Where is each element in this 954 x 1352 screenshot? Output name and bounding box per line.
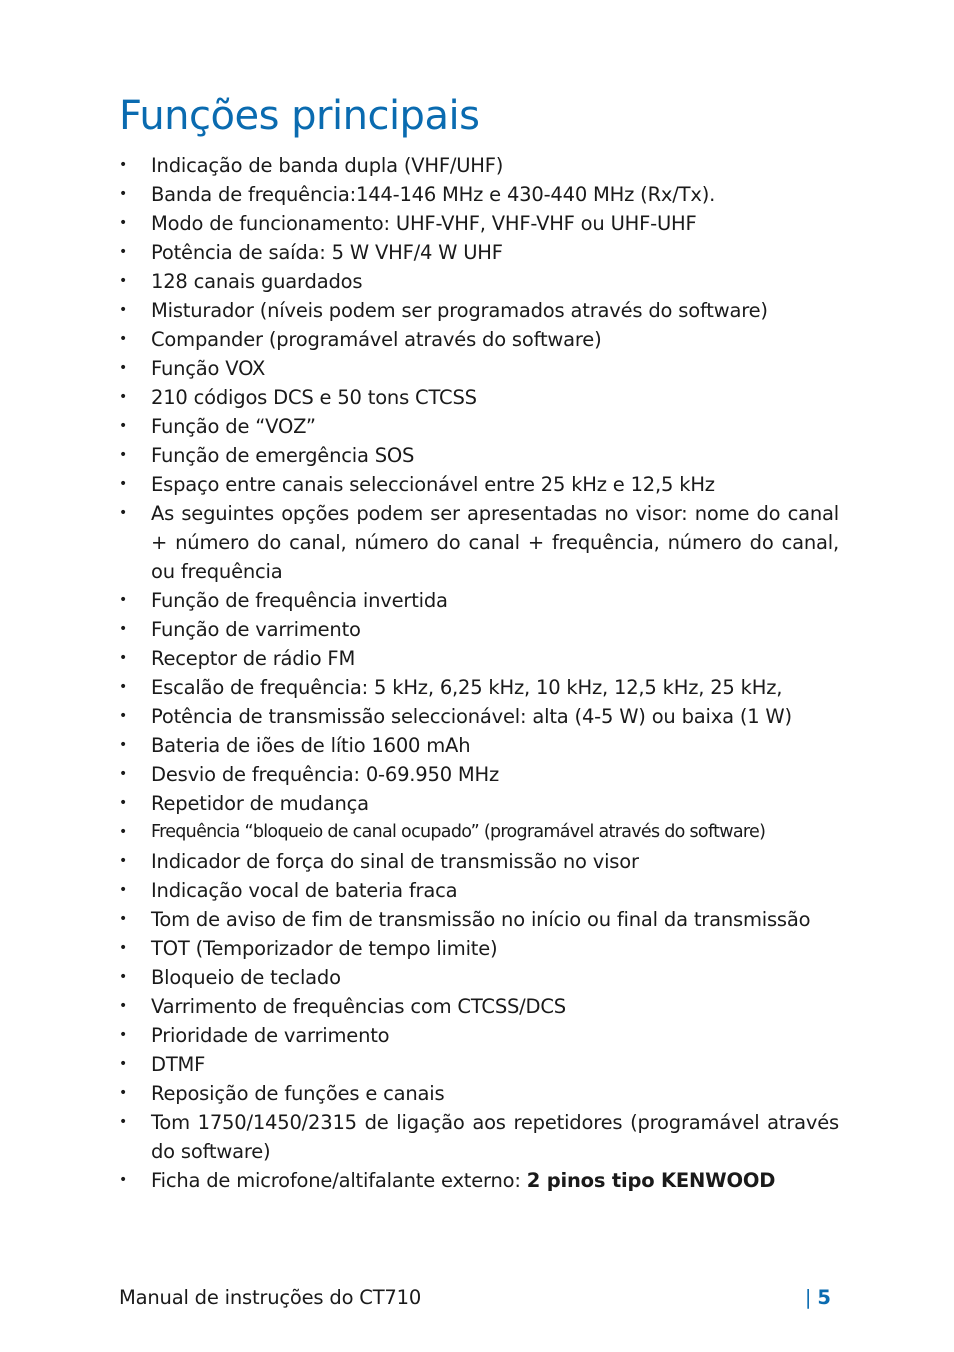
bullet-icon: •: [119, 505, 128, 521]
bullet-icon: •: [119, 389, 128, 405]
feature-item: [119, 180, 839, 209]
feature-text: Repetidor de mudança: [151, 792, 369, 815]
feature-item: [119, 789, 839, 818]
feature-text: As seguintes opções podem ser apresentadas no visor: nome do canal + número do canal, número do canal + frequência, número do canal, ou frequência: [151, 502, 839, 583]
feature-list: [119, 151, 839, 1195]
bullet-icon: •: [119, 1114, 128, 1130]
bullet-icon: •: [119, 998, 128, 1014]
bullet-icon: •: [119, 1085, 128, 1101]
bullet-icon: •: [119, 969, 128, 985]
feature-item: [119, 644, 839, 673]
feature-item: [119, 934, 839, 963]
feature-text: Função de varrimento: [151, 618, 361, 641]
footer-separator: |: [804, 1286, 812, 1309]
feature-text-bold: 2 pinos tipo KENWOOD: [526, 1169, 776, 1192]
feature-text: Receptor de rádio FM: [151, 647, 356, 670]
feature-item: [119, 1108, 839, 1166]
feature-text: Tom de aviso de fim de transmissão no início ou final da transmissão: [151, 908, 811, 931]
bullet-icon: •: [119, 824, 128, 840]
feature-text: Varrimento de frequências com CTCSS/DCS: [151, 995, 566, 1018]
bullet-icon: •: [119, 940, 128, 956]
feature-text: Função de “VOZ”: [151, 415, 316, 438]
feature-text: Escalão de frequência: 5 kHz, 6,25 kHz, 10 kHz, 12,5 kHz, 25 kHz,: [151, 676, 783, 699]
feature-item: [119, 1050, 839, 1079]
feature-text-prefix: Ficha de microfone/altifalante externo:: [151, 1169, 527, 1192]
feature-item: [119, 615, 839, 644]
feature-text: Função de emergência SOS: [151, 444, 415, 467]
feature-text: Frequência “bloqueio de canal ocupado” (programável através do software): [151, 822, 766, 842]
feature-item: [119, 1021, 839, 1050]
feature-item: [119, 963, 839, 992]
feature-text: Indicação vocal de bateria fraca: [151, 879, 458, 902]
feature-text: [151, 1166, 839, 1195]
feature-item: [119, 412, 839, 441]
feature-item: [119, 702, 839, 731]
feature-item: [119, 470, 839, 499]
feature-text: Tom 1750/1450/2315 de ligação aos repetidores (programável através do software): [151, 1111, 839, 1163]
bullet-icon: •: [119, 621, 128, 637]
bullet-icon: •: [119, 737, 128, 753]
feature-text: TOT (Temporizador de tempo limite): [151, 937, 498, 960]
bullet-icon: •: [119, 186, 128, 202]
footer-page-number-group: [805, 1284, 831, 1312]
feature-item: [119, 151, 839, 180]
bullet-icon: •: [119, 476, 128, 492]
feature-text: Banda de frequência:144-146 MHz e 430-440 MHz (Rx/Tx).: [151, 183, 716, 206]
feature-item: [119, 1079, 839, 1108]
feature-text: Indicador de força do sinal de transmissão no visor: [151, 850, 639, 873]
feature-text: Função VOX: [151, 357, 266, 380]
footer-manual-title: Manual de instruções do CT710: [119, 1286, 422, 1309]
feature-item: [119, 441, 839, 470]
bullet-icon: •: [119, 592, 128, 608]
bullet-icon: •: [119, 302, 128, 318]
feature-text: Bateria de iões de lítio 1600 mAh: [151, 734, 471, 757]
bullet-icon: •: [119, 911, 128, 927]
page-number: 5: [817, 1286, 831, 1309]
feature-text: 128 canais guardados: [151, 270, 363, 293]
bullet-icon: •: [119, 708, 128, 724]
feature-item: [119, 847, 839, 876]
page-title: Funções principais: [119, 93, 480, 139]
feature-text: Potência de saída: 5 W VHF/4 W UHF: [151, 241, 503, 264]
feature-text: 210 códigos DCS e 50 tons CTCSS: [151, 386, 477, 409]
bullet-icon: •: [119, 853, 128, 869]
bullet-icon: •: [119, 331, 128, 347]
feature-item: [119, 354, 839, 383]
bullet-icon: •: [119, 418, 128, 434]
feature-item: [119, 905, 839, 934]
feature-text: Bloqueio de teclado: [151, 966, 341, 989]
bullet-icon: •: [119, 882, 128, 898]
feature-text: Espaço entre canais seleccionável entre 25 kHz e 12,5 kHz: [151, 473, 715, 496]
feature-item: [119, 267, 839, 296]
feature-text: Indicação de banda dupla (VHF/UHF): [151, 154, 504, 177]
feature-item: [119, 673, 839, 702]
feature-item: [119, 818, 839, 847]
bullet-icon: •: [119, 157, 128, 173]
feature-text: Compander (programável através do software): [151, 328, 602, 351]
bullet-icon: •: [119, 215, 128, 231]
feature-item: [119, 876, 839, 905]
bullet-icon: •: [119, 679, 128, 695]
feature-text: Potência de transmissão seleccionável: alta (4-5 W) ou baixa (1 W): [151, 705, 792, 728]
feature-item: [119, 383, 839, 412]
feature-text: Desvio de frequência: 0-69.950 MHz: [151, 763, 500, 786]
feature-item: [119, 325, 839, 354]
feature-item: [119, 499, 839, 586]
bullet-icon: •: [119, 1172, 128, 1188]
feature-item: [119, 731, 839, 760]
feature-text: Prioridade de varrimento: [151, 1024, 390, 1047]
bullet-icon: •: [119, 447, 128, 463]
bullet-icon: •: [119, 244, 128, 260]
bullet-icon: •: [119, 650, 128, 666]
feature-text: Função de frequência invertida: [151, 589, 448, 612]
bullet-icon: •: [119, 360, 128, 376]
feature-item: [119, 586, 839, 615]
bullet-icon: •: [119, 795, 128, 811]
bullet-icon: •: [119, 1027, 128, 1043]
feature-item: [119, 992, 839, 1021]
feature-text: Misturador (níveis podem ser programados através do software): [151, 299, 768, 322]
feature-item: [119, 760, 839, 789]
feature-text: Reposição de funções e canais: [151, 1082, 445, 1105]
feature-item: [119, 296, 839, 325]
feature-item: [119, 238, 839, 267]
bullet-icon: •: [119, 766, 128, 782]
feature-text: Modo de funcionamento: UHF-VHF, VHF-VHF ou UHF-UHF: [151, 212, 697, 235]
feature-item: [119, 209, 839, 238]
feature-item: [119, 1166, 839, 1195]
bullet-icon: •: [119, 1056, 128, 1072]
bullet-icon: •: [119, 273, 128, 289]
feature-text: DTMF: [151, 1053, 206, 1076]
